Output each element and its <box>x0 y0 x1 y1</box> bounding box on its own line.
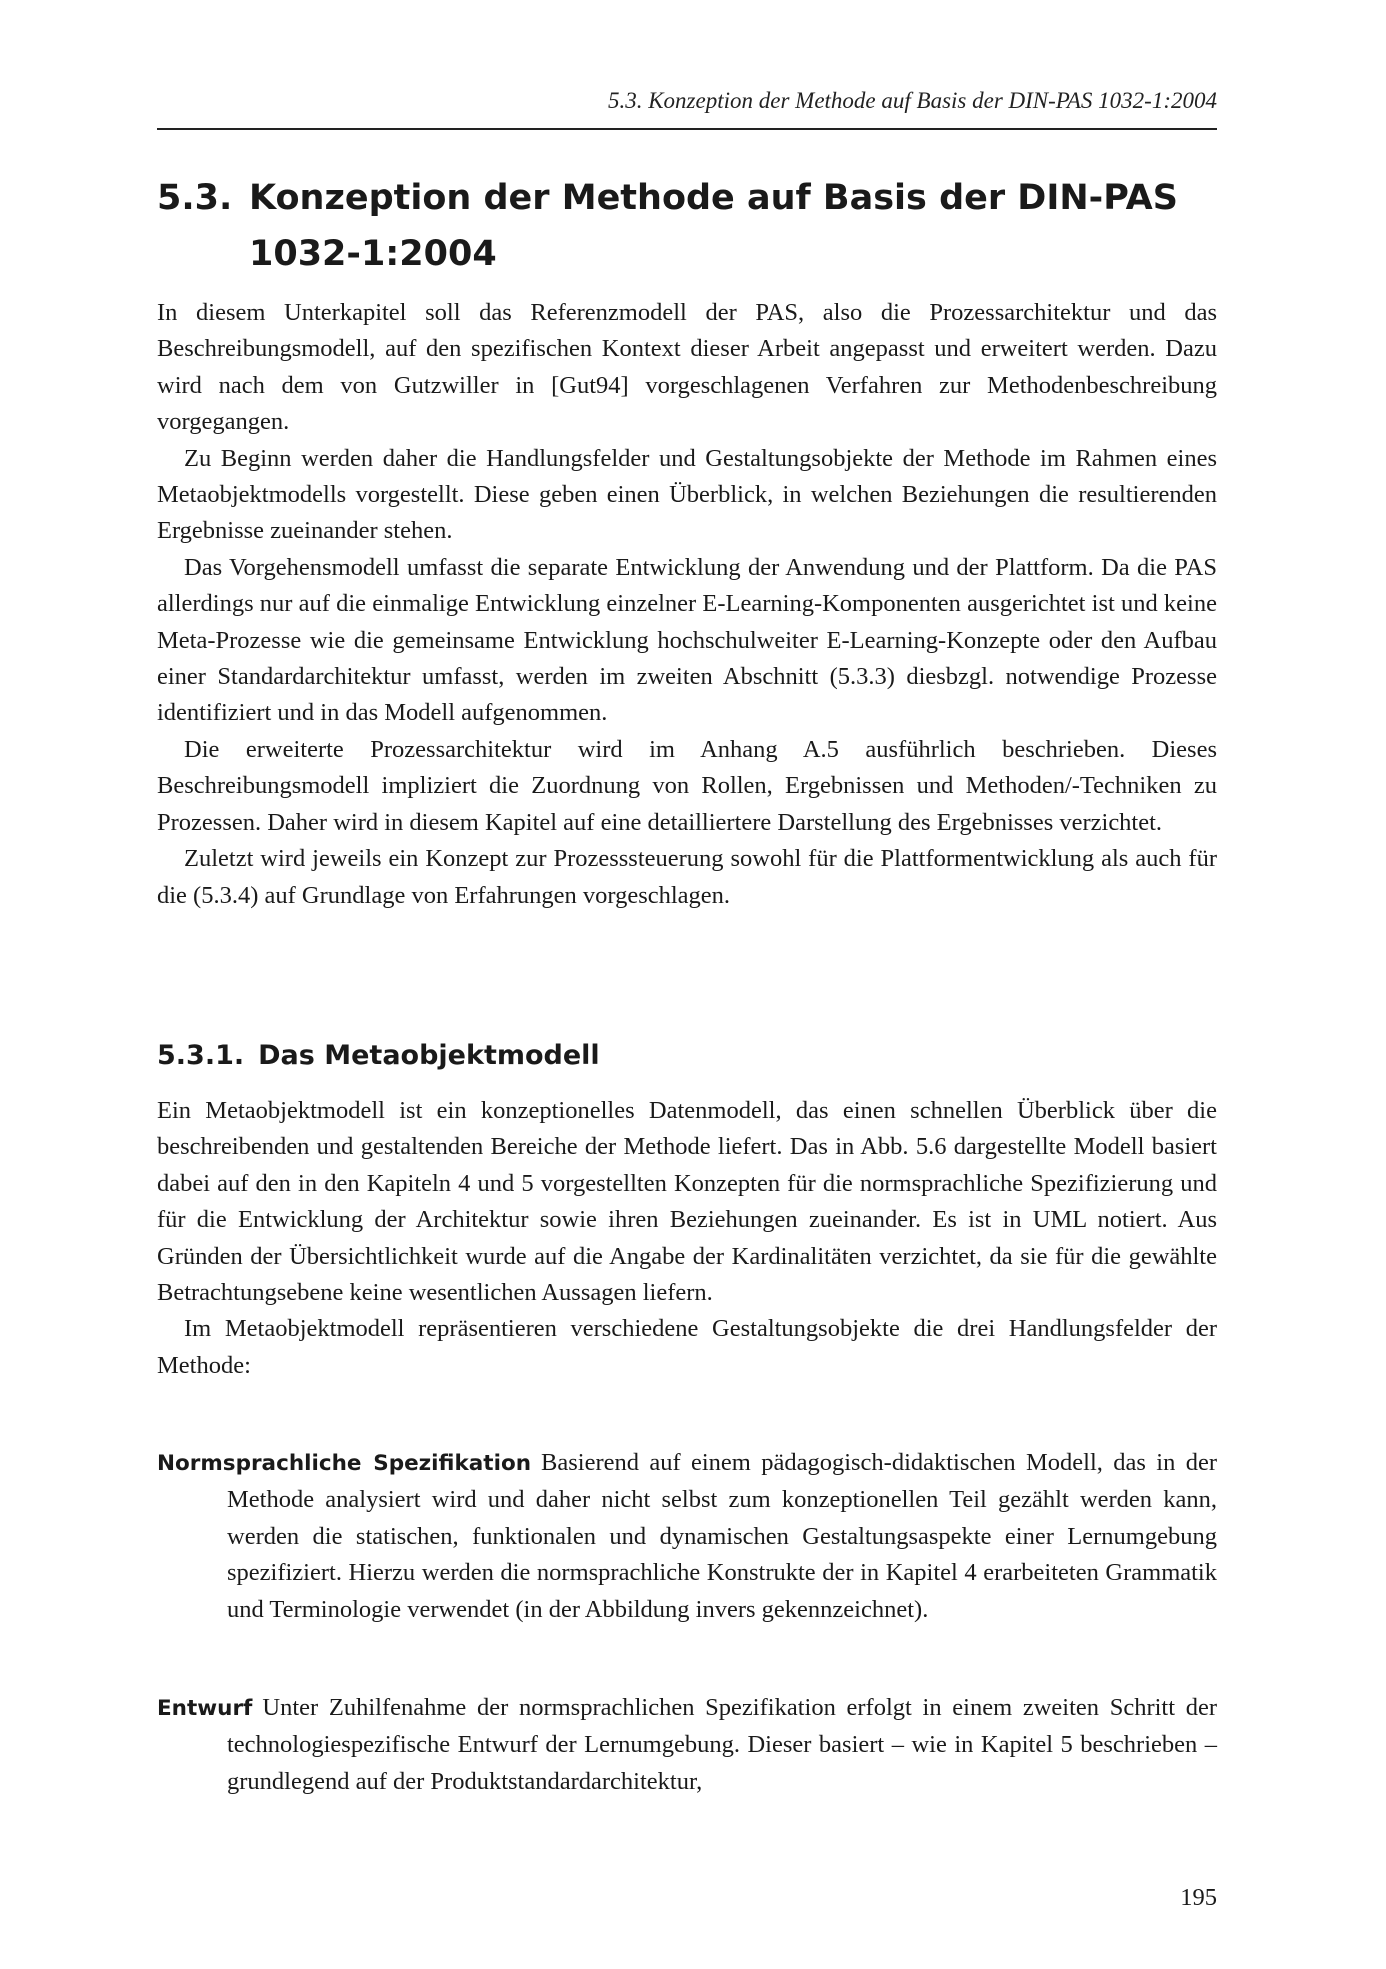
paragraph: Zu Beginn werden daher die Handlungsfelder und Gestaltungsobjekte der Methode im Rahmen eines Metaobjektmodells vorgestellt. Diese geben einen Überblick, in welchen Beziehungen die resultierenden Ergebnisse zueinander stehen. <box>157 444 1217 545</box>
subsection-title: Das Metaobjektmodell <box>258 1040 600 1071</box>
section-heading <box>157 170 1217 282</box>
page-number: 195 <box>1180 1884 1217 1911</box>
paragraph: In diesem Unterkapitel soll das Referenzmodell der PAS, also die Prozessarchitektur und das Beschreibungsmodell, auf den spezifischen Kontext dieser Arbeit angepasst und erweitert werden. Dazu wird nach dem von Gutzwiller in [Gut94] vorgeschlagenen Verfahren zur Methodenbeschreibung vorgegangen. <box>157 299 1217 436</box>
subsection-body <box>157 1093 1217 1384</box>
paragraph: Im Metaobjektmodell repräsentieren verschiedene Gestaltungsobjekte die drei Handlungsfelder der Methode: <box>157 1315 1217 1379</box>
description-item <box>157 1690 1217 1800</box>
description-term: Entwurf <box>157 1696 253 1721</box>
paragraph: Die erweiterte Prozessarchitektur wird im Anhang A.5 ausführlich beschrieben. Dieses Beschreibungsmodell impliziert die Zuordnung von Rollen, Ergebnissen und Methoden/-Techniken zu Prozessen. Daher wird in diesem Kapitel auf eine detailliertere Darstellung des Ergebnisses verzichtet. <box>157 735 1217 836</box>
section-title: Konzeption der Methode auf Basis der DIN-PAS 1032-1:2004 <box>249 178 1178 274</box>
description-item <box>157 1445 1217 1628</box>
paragraph: Ein Metaobjektmodell ist ein konzeptionelles Datenmodell, das einen schnellen Überblick über die beschreibenden und gestaltenden Bereiche der Methode liefert. Das in Abb. 5.6 dargestellte Modell basiert dabei auf den in den Kapiteln 4 und 5 vorgestellten Konzepten für die normsprachliche Spezifizierung und für die Entwicklung der Architektur sowie ihren Beziehungen zueinander. Es ist in UML notiert. Aus Gründen der Übersichtlichkeit wurde auf die Angabe der Kardinalitäten verzichtet, da sie für die gewählte Betrachtungsebene keine wesentlichen Aussagen liefern. <box>157 1097 1217 1307</box>
description-text: Unter Zuhilfenahme der normsprachlichen Spezifikation erfolgt in einem zweiten Schritt der technologiespezifische Entwurf der Lernumgebung. Dieser basiert – wie in Kapitel 5 beschrieben – grundlegend auf der Produktstandardarchitektur, <box>227 1694 1217 1795</box>
section-number: 5.3. <box>157 178 233 218</box>
description-text: Basierend auf einem pädagogisch-didaktischen Modell, das in der Methode analysiert wird und daher nicht selbst zum konzeptionellen Teil gezählt werden kann, werden die statischen, funktionalen und dynamischen Gestaltungsaspekte einer Lernumgebung spezifiziert. Hierzu werden die normsprachliche Konstrukte der in Kapitel 4 erarbeiteten Grammatik und Terminologie verwendet (in der Abbildung invers gekennzeichnet). <box>227 1449 1217 1623</box>
header-rule <box>157 128 1217 130</box>
running-head: 5.3. Konzeption der Methode auf Basis der DIN-PAS 1032-1:2004 <box>607 88 1217 113</box>
description-term: Normsprachliche Spezifikation <box>157 1451 532 1476</box>
subsection-heading <box>157 1040 600 1071</box>
paragraph: Zuletzt wird jeweils ein Konzept zur Prozesssteuerung sowohl für die Plattformentwicklung als auch für die (5.3.4) auf Grundlage von Erfahrungen vorgeschlagen. <box>157 845 1217 909</box>
section-body <box>157 295 1217 914</box>
subsection-number: 5.3.1. <box>157 1040 245 1071</box>
paragraph: Das Vorgehensmodell umfasst die separate Entwicklung der Anwendung und der Plattform. Da die PAS allerdings nur auf die einmalige Entwicklung einzelner E-Learning-Komponenten ausgerichtet ist und keine Meta-Prozesse wie die gemeinsame Entwicklung hochschulweiter E-Learning-Konzepte oder den Aufbau einer Standardarchitektur umfasst, werden im zweiten Abschnitt (5.3.3) diesbzgl. notwendige Prozesse identifiziert und in das Modell aufgenommen. <box>157 553 1217 727</box>
